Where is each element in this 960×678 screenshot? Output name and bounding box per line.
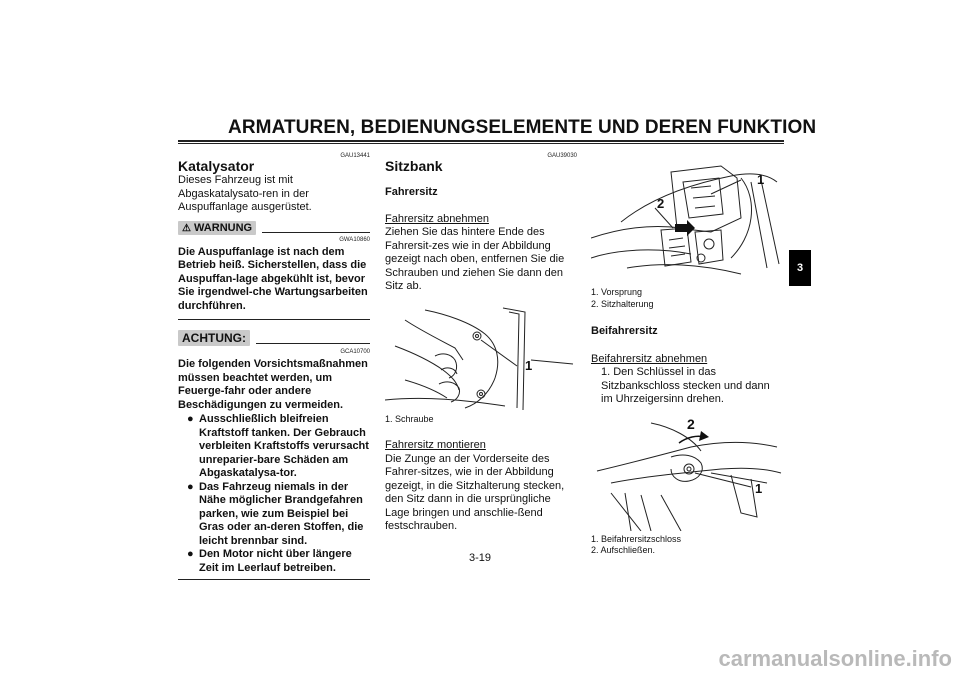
figure-driver-seat-removal xyxy=(385,300,575,412)
figure-passenger-seat-lock xyxy=(591,413,783,531)
caution-end-rule xyxy=(178,579,370,580)
list-item xyxy=(178,548,370,575)
list-item xyxy=(178,413,370,481)
bullet-icon: ● xyxy=(187,548,194,560)
passenger-remove-title: Beifahrersitz abnehmen xyxy=(591,352,708,365)
caution-code: GCA10700 xyxy=(340,349,370,355)
page-header-title: ARMATUREN, BEDIENUNGSELEMENTE UND DEREN FUNKTION xyxy=(228,117,817,138)
page-number: 3-19 xyxy=(469,552,492,564)
install-text: Die Zunge an der Vorderseite des Fahrer-sitzes, wie in der Abbildung gezeigt, in die Sitzhalterung stecken, den Sitz dann in die ursprüngliche Lage bringen und anschlie-ßend festschrauben. xyxy=(385,452,565,532)
section-code: GAU13441 xyxy=(340,153,370,159)
figure-caption-3: 1. Beifahrersitzschloss xyxy=(591,533,682,544)
figure-caption: 1. Schraube xyxy=(385,413,434,424)
warning-text: Die Auspuffanlage ist nach dem Betrieb heiß. Sicherstellen, dass die Auspuffan-lage abgekühlt ist, bevor Sie irgendwel-che Wartungsarbeiten durchführen. xyxy=(178,245,368,312)
watermark: carmanualsonline.info xyxy=(718,646,952,671)
rotate-arrow-icon xyxy=(699,431,709,441)
katalysator-intro: Dieses Fahrzeug ist mit Abgaskatalysato-ren in der Auspuffanlage ausgerüstet. xyxy=(178,174,312,213)
figure-callout-label-1b: 1 xyxy=(755,480,763,496)
warning-code: GWA10860 xyxy=(339,236,370,243)
remove-title: Fahrersitz abnehmen xyxy=(385,212,489,225)
figure-callout-label: 1 xyxy=(525,357,533,373)
right-column xyxy=(591,158,783,557)
warning-header xyxy=(178,221,370,235)
caution-text: Die folgenden Vorsichtsmaßnahmen müssen beachtet werden, um Feuerge-fahr oder andere Beschädigungen zu vermeiden. xyxy=(178,358,368,411)
warning-triangle-icon: ⚠ xyxy=(182,222,191,234)
caution-header xyxy=(178,330,370,346)
remove-text: Ziehen Sie das hintere Ende des Fahrersit-zes wie in der Abbildung gezeigt nach oben, entfernen Sie die Schrauben und ziehen Sie dann den Sitz ab. xyxy=(385,226,565,292)
figure-caption-1: 1. Vorsprung xyxy=(591,287,643,297)
figure-callout-label-1: 1 xyxy=(757,172,765,187)
figure-callout-label-2: 2 xyxy=(657,196,665,211)
warning-label: WARNUNG xyxy=(194,221,253,234)
bullet-icon: ● xyxy=(187,480,194,493)
figure-callout-label-2b: 2 xyxy=(687,415,695,432)
install-title: Fahrersitz montieren xyxy=(385,439,486,451)
bullet-icon: ● xyxy=(187,413,194,425)
left-column xyxy=(178,153,370,580)
warning-end-rule xyxy=(178,319,370,320)
subheading-fahrersitz: Fahrersitz xyxy=(385,186,438,198)
caution-rule xyxy=(256,343,370,344)
bullet-text: Ausschließlich bleifreien Kraftstoff tanken. Der Gebrauch verbleiten Kraftstoffs verursacht unreparier-bare Schäden am Abgaskatalysa-tor. xyxy=(199,413,369,479)
direction-arrow-icon xyxy=(675,220,695,236)
figure-caption-4: 2. Aufschließen. xyxy=(591,545,656,555)
middle-column xyxy=(385,153,577,534)
list-item xyxy=(178,481,370,549)
bullet-text: Den Motor nicht über längere Zeit im Leerlauf betreiben. xyxy=(199,548,352,574)
passenger-step-1: 1. Den Schlüssel in das Sitzbankschloss stecken und dann im Uhrzeigersinn drehen. xyxy=(601,366,770,405)
warning-rule xyxy=(262,232,370,233)
figure-seat-holder xyxy=(591,158,783,284)
warning-badge xyxy=(178,221,256,235)
header-rule-thin xyxy=(178,143,784,144)
chapter-tab-label: 3 xyxy=(796,262,804,274)
section-heading-katalysator: Katalysator xyxy=(178,158,255,174)
header-rule xyxy=(178,140,784,142)
subheading-beifahrersitz: Beifahrersitz xyxy=(591,325,658,337)
caution-bullets xyxy=(178,413,370,575)
chapter-tab[interactable] xyxy=(789,250,811,286)
section-code: GAU39030 xyxy=(547,153,577,159)
section-heading-sitzbank: Sitzbank xyxy=(385,158,443,174)
caution-badge: ACHTUNG: xyxy=(178,330,250,346)
bullet-text: Das Fahrzeug niemals in der Nähe möglicher Brandgefahren parken, wie zum Beispiel bei Gras oder an-deren Stoffen, die leicht brennbar sind. xyxy=(199,480,364,547)
figure-caption-2: 2. Sitzhalterung xyxy=(591,298,654,309)
